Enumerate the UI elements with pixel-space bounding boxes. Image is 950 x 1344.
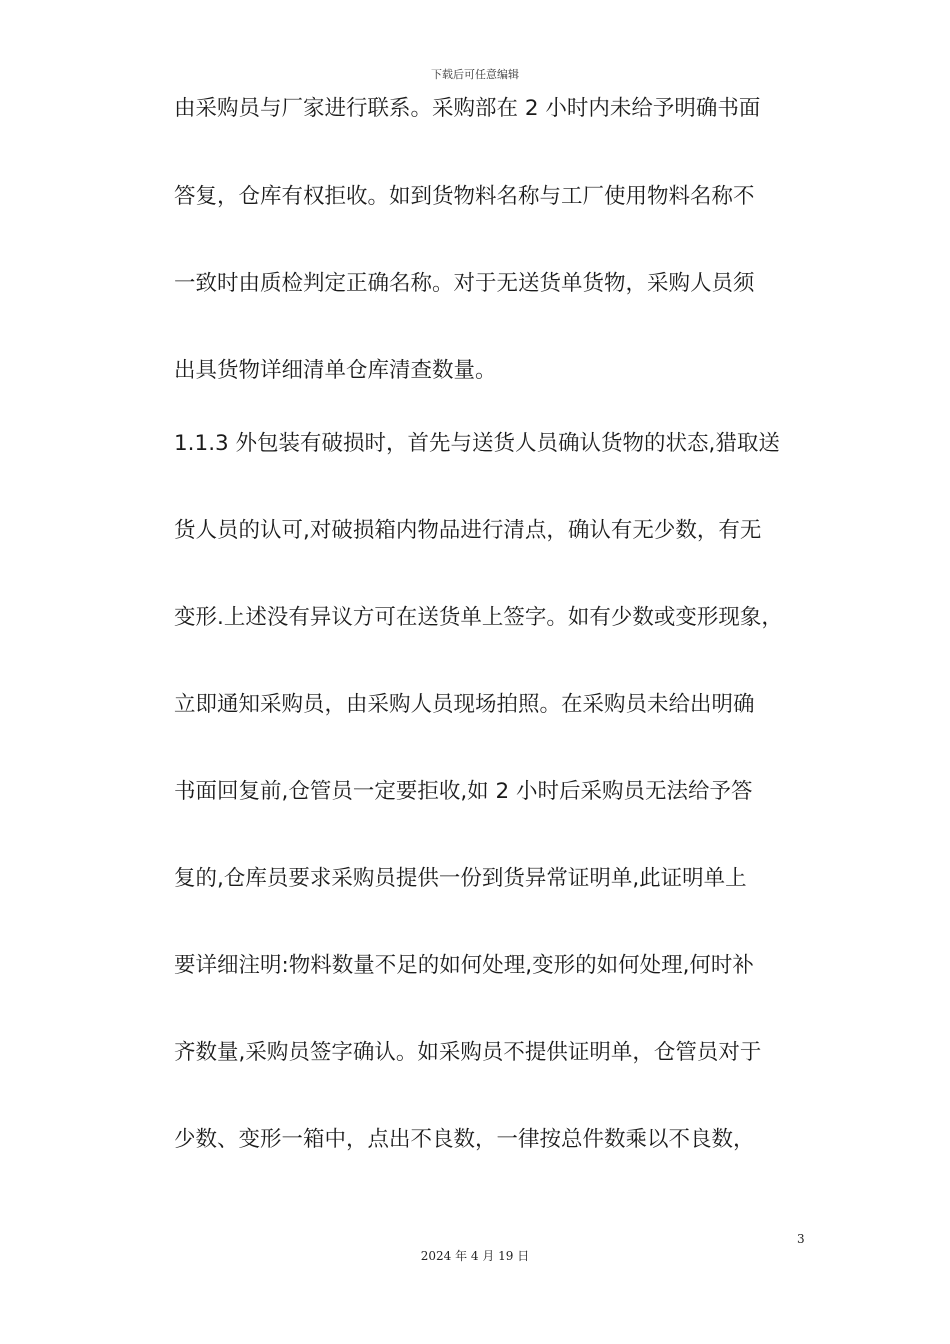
page-footer-date: 2024 年 4 月 19 日 xyxy=(420,1249,530,1263)
text-line: 变形.上述没有异议方可在送货单上签字。如有少数或变形现象， xyxy=(174,605,783,630)
text-line: 要详细注明:物料数量不足的如何处理,变形的如何处理,何时补 xyxy=(174,953,754,978)
text-line: 书面回复前,仓管员一定要拒收,如 2 小时后采购员无法给予答 xyxy=(174,779,753,804)
text-line: 一致时由质检判定正确名称。对于无送货单货物，采购人员须 xyxy=(174,271,755,296)
text-line: 货人员的认可,对破损箱内物品进行清点，确认有无少数，有无 xyxy=(174,518,762,543)
page-header: 下载后可任意编辑 xyxy=(431,68,519,81)
page-number: 3 xyxy=(797,1232,805,1246)
section-line: 1.1.3 外包装有破损时，首先与送货人员确认货物的状态,猎取送 xyxy=(174,431,780,456)
text-line: 复的,仓库员要求采购员提供一份到货异常证明单,此证明单上 xyxy=(174,866,747,891)
text-line: 出具货物详细清单仓库清查数量。 xyxy=(174,358,497,383)
text-line: 齐数量,采购员签字确认。如采购员不提供证明单，仓管员对于 xyxy=(174,1040,762,1065)
text-line: 少数、变形一箱中，点出不良数，一律按总件数乘以不良数， xyxy=(174,1127,755,1152)
text-line: 答复，仓库有权拒收。如到货物料名称与工厂使用物料名称不 xyxy=(174,184,755,209)
text-line: 由采购员与厂家进行联系。采购部在 2 小时内未给予明确书面 xyxy=(174,96,761,121)
text-line: 立即通知采购员，由采购人员现场拍照。在采购员未给出明确 xyxy=(174,692,755,717)
